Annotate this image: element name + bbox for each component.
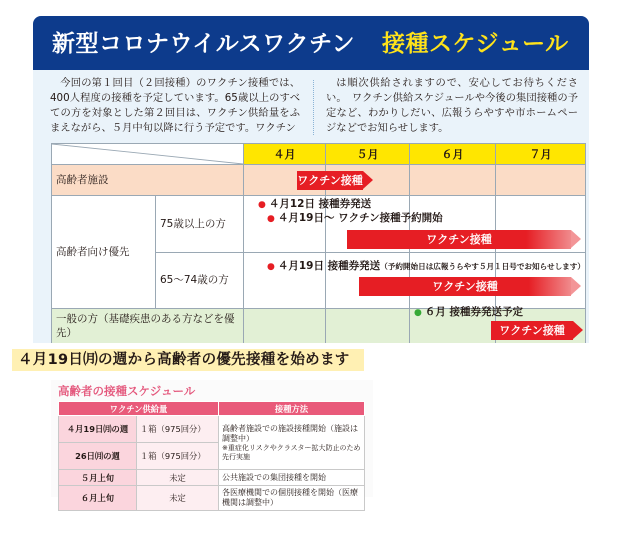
note-apr12-text: ４月12日 接種券発送 [268,198,372,210]
note-apr19-booking-text: ４月19日～ ワクチン接種予約開始 [277,212,443,224]
table-row [59,416,365,443]
bullet-icon: ● [267,262,275,272]
method-note: ※重症化リスクやクラスター拡大防止のため先行実施 [222,443,361,461]
grid-corner [51,143,244,165]
grid-cell [244,309,326,343]
column-header-supply: ワクチン供給量 [59,402,219,416]
week-cell: ６月上旬 [59,486,137,511]
month-header-june: ６月 [410,143,496,165]
row-label-priority [51,196,156,309]
vaccine-bar-age65: ワクチン接種 [359,277,571,296]
table-header-row [59,402,365,416]
supply-cell: 未定 [137,486,219,511]
note-apr19-mail-text: ４月19日 接種券発送 [277,260,381,272]
note-june [414,305,523,320]
bullet-icon: ● [267,214,275,224]
row-label-age65 [156,253,244,309]
grid-cell [326,309,410,343]
note-june-text: ６月 接種券発送予定 [424,306,524,318]
page-title-accent: 接種スケジュール [382,31,569,57]
grid-cell [410,165,496,196]
month-header-may: ５月 [326,143,410,165]
vaccine-bar-age75: ワクチン接種 [347,230,571,249]
bullet-icon: ● [414,308,422,318]
method-cell: 各医療機関での個別接種を開始（医療機関は調整中） [219,486,365,511]
week-cell: ５月上旬 [59,470,137,486]
row-label-priority-text: 高齢者向け優先 [56,245,130,258]
row-label-age65-text: 65～74歳の方 [160,274,229,287]
column-header-method: 接種方法 [219,402,365,416]
vaccine-bar-facility: ワクチン接種 [297,171,363,190]
vaccine-bar-general: ワクチン接種 [491,321,573,340]
vaccination-schedule-grid [51,143,586,343]
method-text: 高齢者施設での施設接種開始（施設は調整中） [222,423,359,443]
intro-divider [313,80,314,135]
row-label-general-text: 一般の方（基礎疾患のある方などを優先） [56,312,235,339]
row-label-general [51,309,244,343]
intro-text-right: は順次供給されますので、安心してお待ちください。 ワクチン供給スケジュールや今後の集団接種の予定など、わかりしだい、広報うらやすや市ホームページなどでお知らせします。 [326,77,578,134]
note-apr19-mail [267,259,585,274]
grid-cell [496,165,586,196]
elderly-schedule-table [58,401,365,511]
note-apr19-mail-small: （予約開始日は広報うらやす５月１日号でお知らせします） [380,262,585,271]
row-label-age75-text: 75歳以上の方 [160,217,226,230]
row-label-facility-text: 高齢者施設 [56,173,109,186]
supply-cell: １箱（975回分） [137,416,219,443]
table-row [59,486,365,511]
method-cell [219,416,365,470]
table-row [59,470,365,486]
supply-cell: 未定 [137,470,219,486]
note-apr19-booking [267,211,443,226]
page-title: 新型コロナウイルスワクチン [52,31,355,57]
month-header-april: ４月 [244,143,326,165]
note-apr12 [258,197,371,212]
supply-cell: １箱（975回分） [137,443,219,470]
week-cell: 26日㈪の週 [59,443,137,470]
month-header-july: ７月 [496,143,586,165]
bullet-icon: ● [258,200,266,210]
row-label-age75 [156,196,244,253]
headline: ４月19日㈪の週から高齢者の優先接種を始めます [18,352,350,368]
intro-text-left: 今回の第１回目（２回接種）のワクチン接種では、400人程度の接種を予定しています。65歳以上のすべての方を対象とした第２回目は、ワクチン供給量をふまえながら、５月中旬以降に行う予定です。ワクチン [50,77,300,134]
elderly-schedule-title: 高齢者の接種スケジュール [58,384,196,398]
method-cell: 公共施設での集団接種を開始 [219,470,365,486]
corner-diagonal [52,144,243,164]
row-label-facility [51,165,244,196]
week-cell: ４月19日㈪の週 [59,416,137,443]
